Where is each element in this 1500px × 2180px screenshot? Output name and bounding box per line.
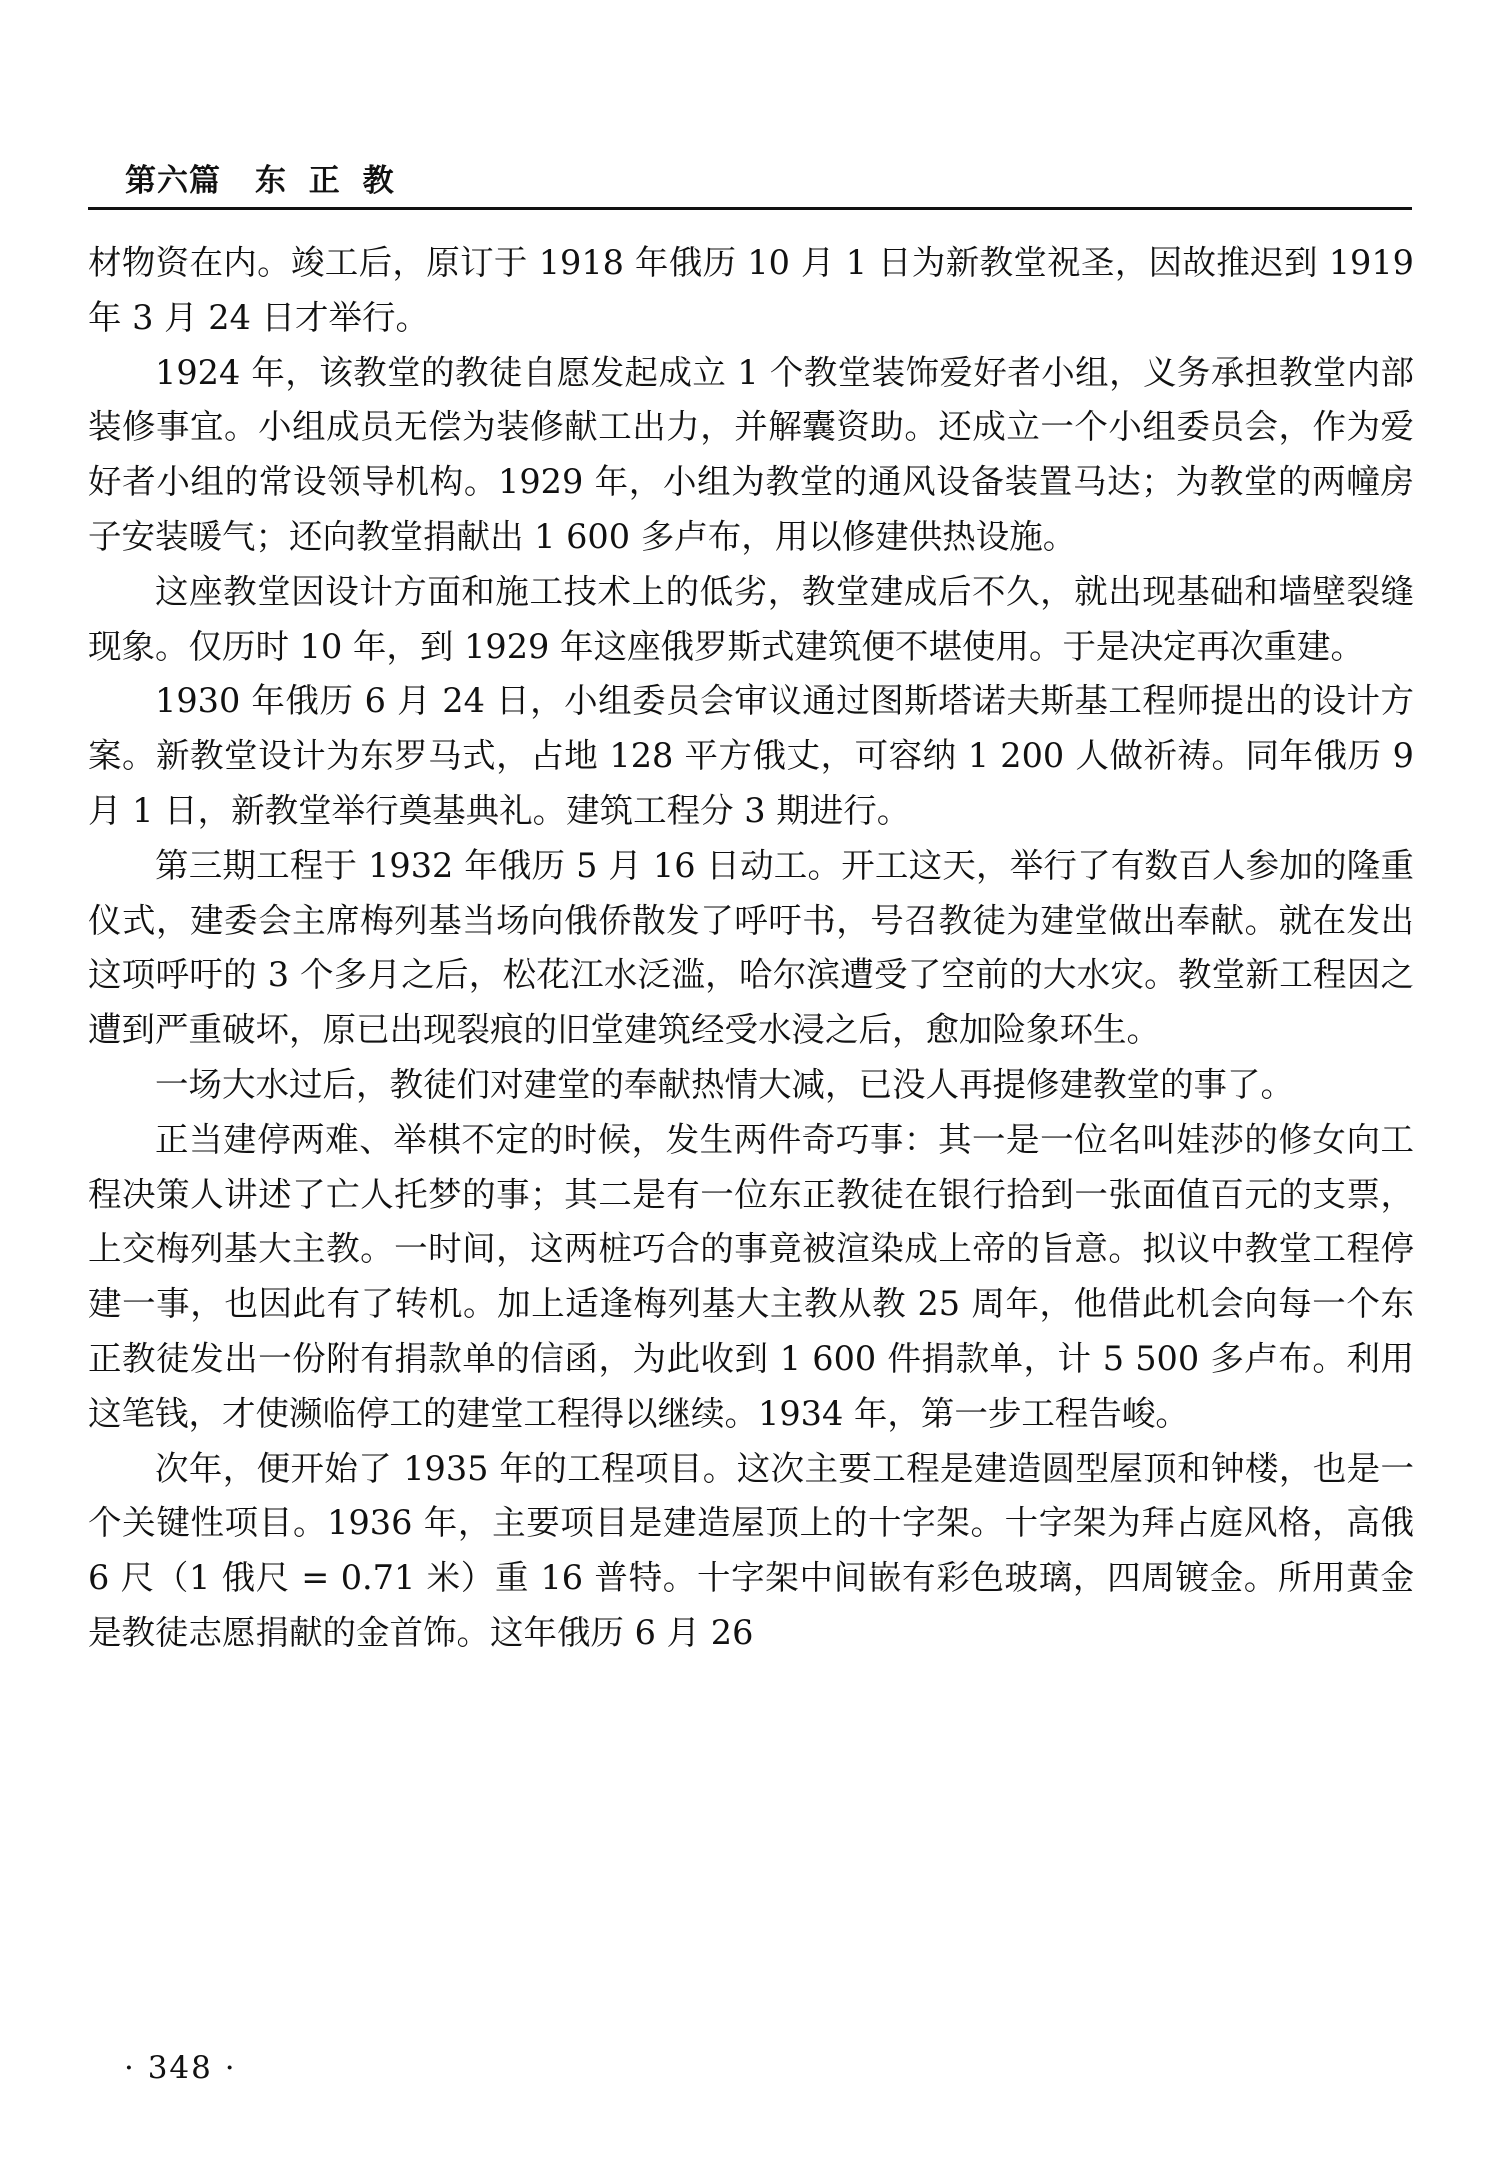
body-text	[88, 236, 1414, 1661]
part-title: 东 正 教	[255, 163, 400, 199]
paragraph: 第三期工程于 1932 年俄历 5 月 16 日动工。开工这天，举行了有数百人参加的隆重仪式，建委会主席梅列基当场向俄侨散发了呼吁书，号召教徒为建堂做出奉献。就在发出这项呼吁的 3 个多月之后，松花江水泛滥，哈尔滨遭受了空前的大水灾。教堂新工程因之遭到严重破坏，原已出现裂痕的旧堂建筑经受水浸之后，愈加险象环生。	[88, 845, 1414, 1050]
paragraph: 一场大水过后，教徒们对建堂的奉献热情大减，已没人再提修建教堂的事了。	[155, 1064, 1294, 1104]
paragraph: 次年，便开始了 1935 年的工程项目。这次主要工程是建造圆型屋顶和钟楼，也是一个关键性项目。1936 年，主要项目是建造屋顶上的十字架。十字架为拜占庭风格，高俄 6 尺（1 俄尺 = 0.71 米）重 16 普特。十字架中间嵌有彩色玻璃，四周镀金。所用黄金是教徒志愿捐献的金首饰。这年俄历 6 月 26	[88, 1448, 1414, 1652]
paragraph: 1930 年俄历 6 月 24 日，小组委员会审议通过图斯塔诺夫斯基工程师提出的设计方案。新教堂设计为东罗马式，占地 128 平方俄丈，可容纳 1 200 人做祈祷。同年俄历 9 月 1 日，新教堂举行奠基典礼。建筑工程分 3 期进行。	[88, 681, 1414, 830]
paragraph: 正当建停两难、举棋不定的时候，发生两件奇巧事：其一是一位名叫娃莎的修女向工程决策人讲述了亡人托梦的事；其二是有一位东正教徒在银行拾到一张面值百元的支票，上交梅列基大主教。一时间，这两桩巧合的事竟被渲染成上帝的旨意。拟议中教堂工程停建一事，也因此有了转机。加上适逢梅列基大主教从教 25 周年，他借此机会向每一个东正教徒发出一份附有捐款单的信函，为此收到 1 600 件捐款单，计 5 500 多卢布。利用这笔钱，才使濒临停工的建堂工程得以继续。1934 年，第一步工程告峻。	[88, 1119, 1414, 1433]
running-head	[125, 155, 400, 200]
paragraph: 这座教堂因设计方面和施工技术上的低劣，教堂建成后不久，就出现基础和墙壁裂缝现象。仅历时 10 年，到 1929 年这座俄罗斯式建筑便不堪使用。于是决定再次重建。	[88, 571, 1414, 666]
part-label: 第六篇	[125, 163, 221, 199]
page-number: · 348 ·	[124, 2050, 237, 2086]
paragraph: 1924 年，该教堂的教徒自愿发起成立 1 个教堂装饰爱好者小组，义务承担教堂内部装修事宜。小组成员无偿为装修献工出力，并解囊资助。还成立一个小组委员会，作为爱好者小组的常设领导机构。1929 年，小组为教堂的通风设备装置马达；为教堂的两幢房子安装暖气；还向教堂捐献出 1 600 多卢布，用以修建供热设施。	[88, 352, 1414, 556]
paragraph-continuation: 材物资在内。竣工后，原订于 1918 年俄历 10 月 1 日为新教堂祝圣，因故推迟到 1919 年 3 月 24 日才举行。	[88, 243, 1414, 337]
header-rule	[88, 207, 1412, 210]
